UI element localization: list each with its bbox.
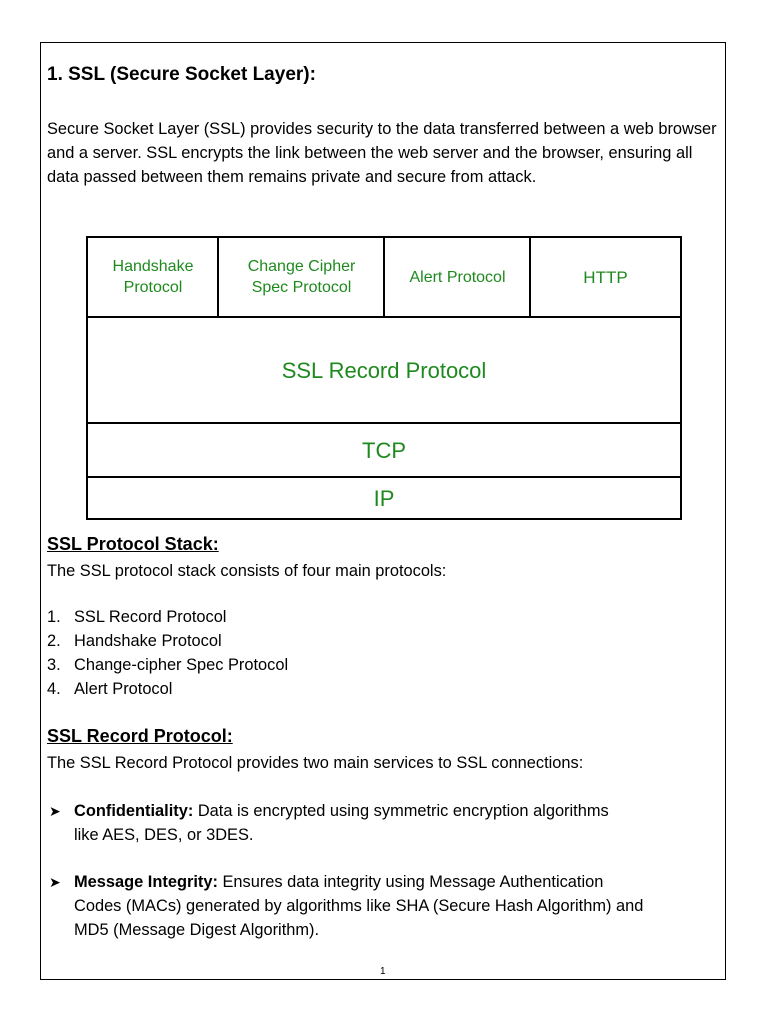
arrow-bullet-icon: ➤ [49, 874, 61, 890]
ssl-stack-diagram [86, 236, 682, 520]
list-item: 2. Handshake Protocol [47, 632, 222, 650]
http-cell: HTTP [583, 267, 628, 287]
record-title: SSL Record Protocol: [47, 726, 233, 746]
list-item: 1. SSL Record Protocol [47, 608, 227, 626]
stack-title: SSL Protocol Stack: [47, 534, 219, 554]
handshake-cell: Handshake Protocol [112, 258, 194, 296]
record-lead: The SSL Record Protocol provides two main services to SSL connections: [47, 754, 584, 772]
intro-paragraph: Secure Socket Layer (SSL) provides security to the data transferred between a web browser and a server. SSL encrypts the link between the web server and the browser, ensuring all data passed between them remains private and secure from attack. [47, 120, 717, 186]
change-cipher-cell: Change Cipher Spec Protocol [247, 258, 356, 296]
section-heading: 1. SSL (Secure Socket Layer): [47, 64, 316, 85]
bullet-item: ➤ Message Integrity: Ensures data integrity using Message Authentication Codes (MACs) generated by algorithms like SHA (Secure Hash Algorithm) and MD5 (Message Digest Algorithm). [47, 870, 723, 942]
ssl-record-cell: SSL Record Protocol [281, 357, 487, 383]
tcp-cell: TCP [362, 437, 406, 463]
alert-protocol-cell: Alert Protocol [409, 268, 506, 286]
list-item: 3. Change-cipher Spec Protocol [47, 656, 289, 674]
bullet-item: ➤ Confidentiality: Data is encrypted using symmetric encryption algorithms like AES, DES, or 3DES. [47, 799, 723, 847]
list-item: 4. Alert Protocol [47, 680, 173, 698]
ip-cell: IP [373, 485, 395, 511]
arrow-bullet-icon: ➤ [49, 803, 61, 819]
page-number: 1 [380, 966, 386, 977]
stack-lead: The SSL protocol stack consists of four main protocols: [47, 562, 447, 580]
